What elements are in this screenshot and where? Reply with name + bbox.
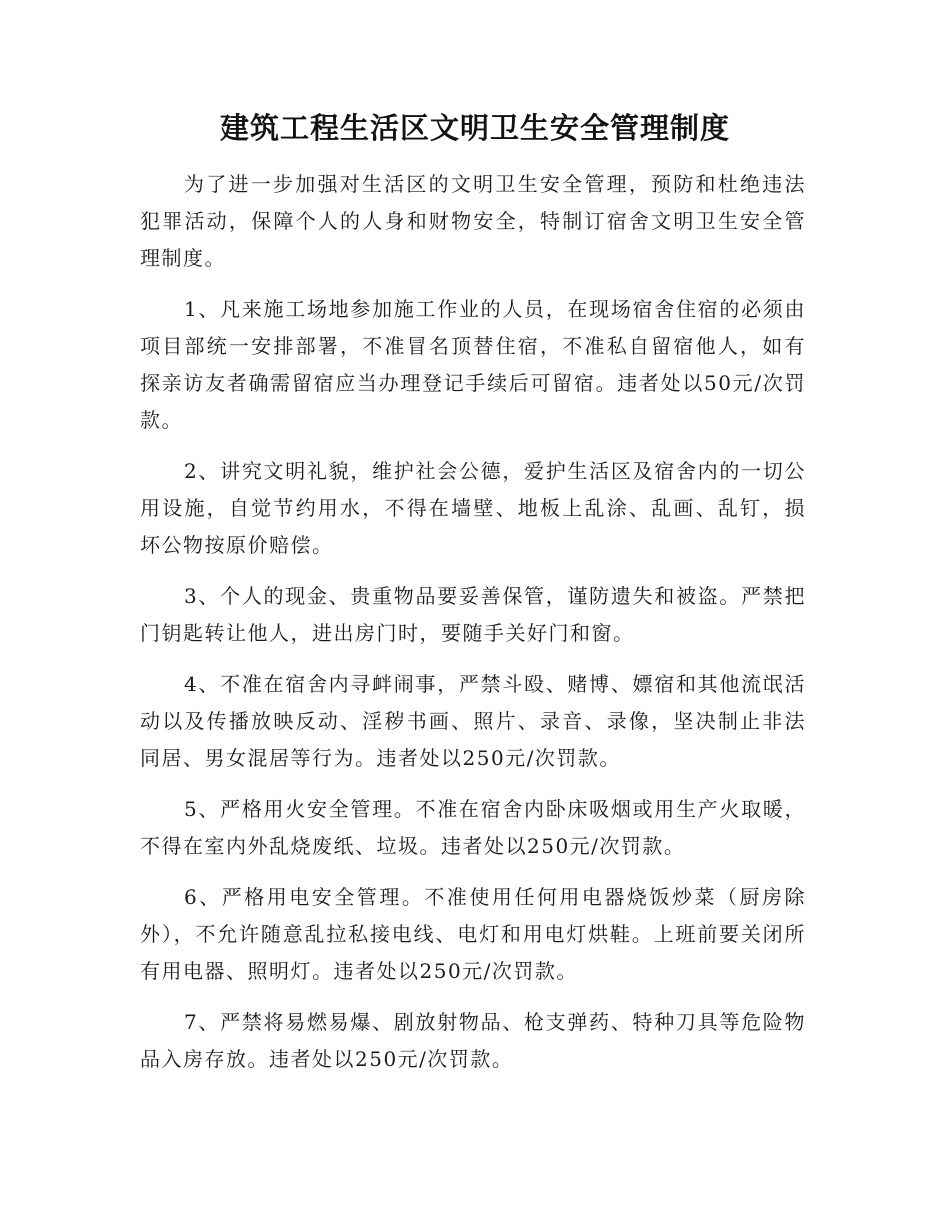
rule-3-paragraph: 3、个人的现金、贵重物品要妥善保管，谨防遗失和被盗。严禁把门钥匙转让他人，进出房门时，要随手关好门和窗。 (140, 584, 806, 645)
rule-1-paragraph: 1、凡来施工场地参加施工作业的人员，在现场宿舍住宿的必须由项目部统一安排部署，不准冒名顶替住宿，不准私自留宿他人，如有探亲访友者确需留宿应当办理登记手续后可留宿。违者处以50元/次罚款。 (140, 297, 806, 432)
rule-6-paragraph: 6、严格用电安全管理。不准使用任何用电器烧饭炒菜（厨房除外），不允许随意乱拉私接电线、电灯和用电灯烘鞋。上班前要关闭所有用电器、照明灯。违者处以250元/次罚款。 (140, 885, 806, 983)
intro-paragraph: 为了进一步加强对生活区的文明卫生安全管理，预防和杜绝违法犯罪活动，保障个人的人身和财物安全，特制订宿舍文明卫生安全管理制度。 (140, 172, 806, 270)
rule-2-paragraph: 2、讲究文明礼貌，维护社会公德，爱护生活区及宿舍内的一切公用设施，自觉节约用水，不得在墙壁、地板上乱涂、乱画、乱钉，损坏公物按原价赔偿。 (140, 459, 806, 557)
document-title: 建筑工程生活区文明卫生安全管理制度 (219, 111, 730, 145)
rule-7-paragraph: 7、严禁将易燃易爆、剧放射物品、枪支弹药、特种刀具等危险物品入房存放。违者处以250元/次罚款。 (140, 1010, 806, 1071)
rule-4-paragraph: 4、不准在宿舍内寻衅闹事，严禁斗殴、赌博、嫖宿和其他流氓活动以及传播放映反动、淫秽书画、照片、录音、录像，坚决制止非法同居、男女混居等行为。违者处以250元/次罚款。 (140, 672, 806, 770)
document-body (140, 166, 806, 1092)
rule-5-paragraph: 5、严格用火安全管理。不准在宿舍内卧床吸烟或用生产火取暖，不得在室内外乱烧废纸、垃圾。违者处以250元/次罚款。 (140, 797, 806, 858)
